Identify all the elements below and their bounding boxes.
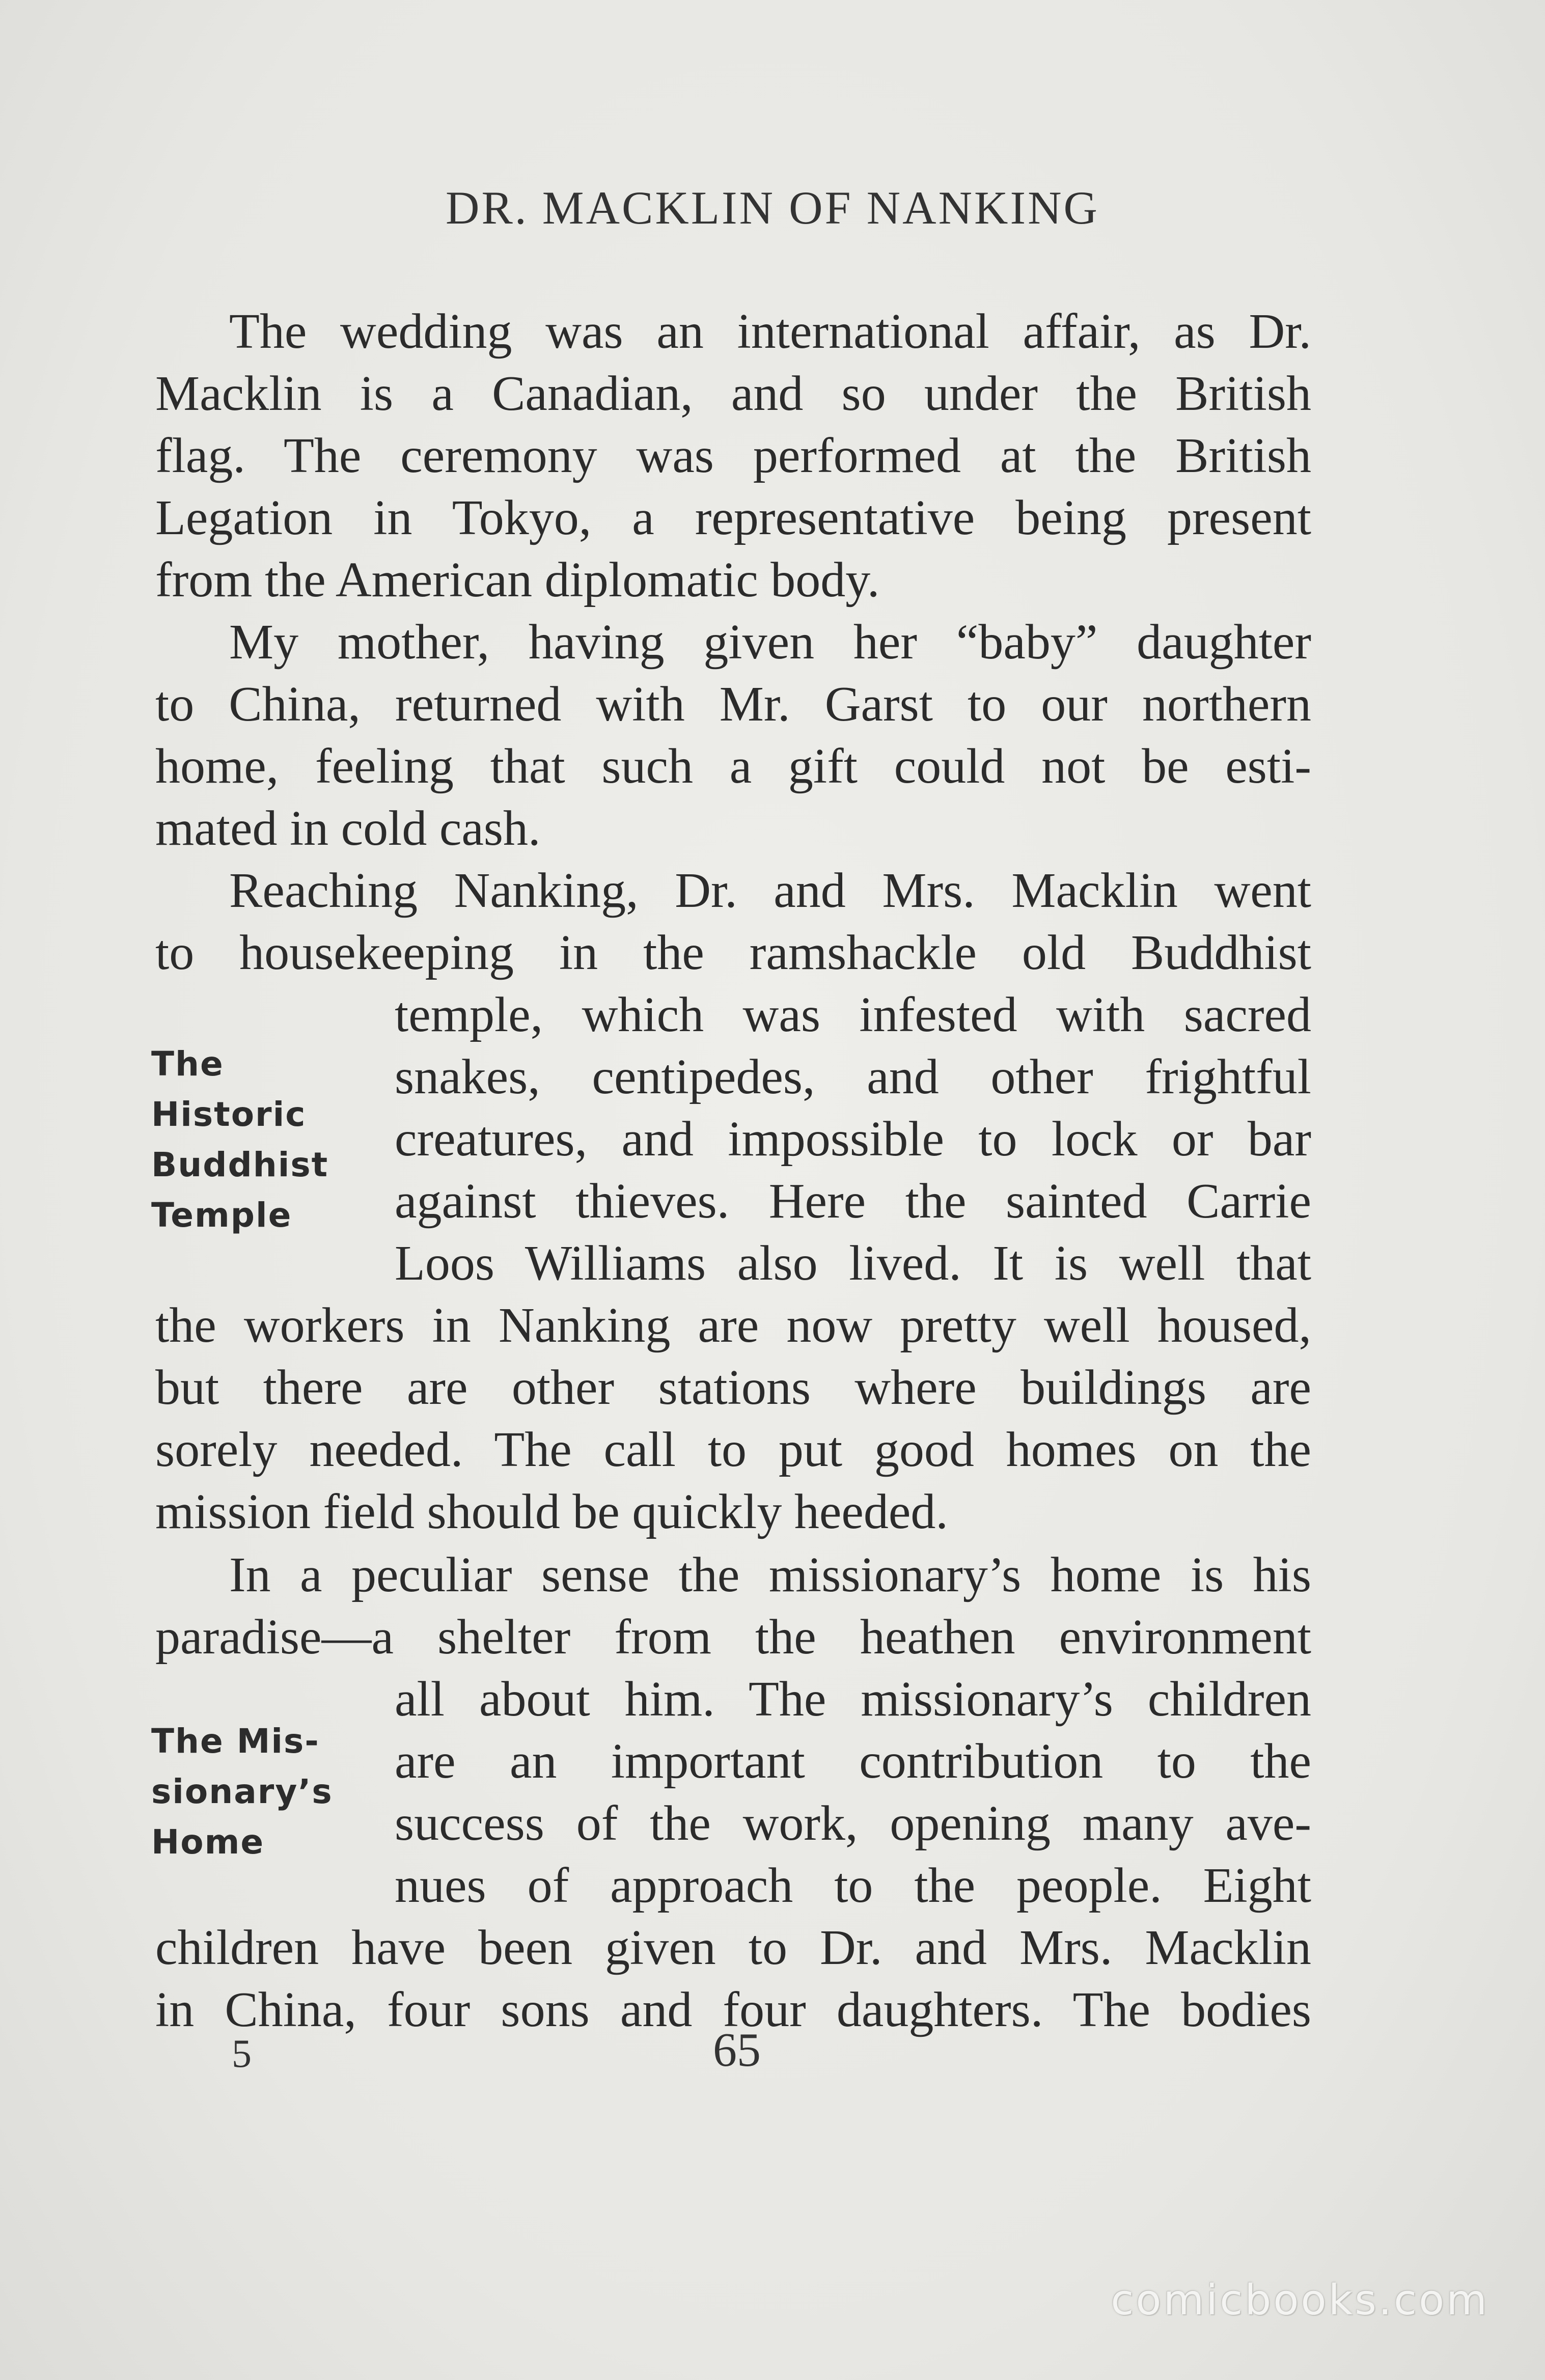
sidenote-line: Buddhist: [151, 1145, 329, 1184]
sidenote-historic-buddhist-temple: [151, 1039, 328, 1240]
text-line: temple, which was infested with sacred: [395, 987, 1311, 1042]
text-line: from the American diplomatic body.: [155, 552, 880, 607]
page-number: 65: [713, 2024, 761, 2077]
text-line: Reaching Nanking, Dr. and Mrs. Macklin went: [229, 863, 1311, 918]
text-line: creatures, and impossible to lock or bar: [395, 1112, 1311, 1167]
text-line: the workers in Nanking are now pretty well housed,: [155, 1298, 1311, 1353]
paragraph-2: [155, 611, 1311, 860]
text-line: but there are other stations where buildings are: [155, 1360, 1311, 1415]
text-line: In a peculiar sense the missionary’s home is his: [229, 1547, 1311, 1602]
running-header: DR. MACKLIN OF NANKING: [446, 182, 1099, 234]
paragraph-1: [155, 300, 1311, 611]
text-line: children have been given to Dr. and Mrs. Macklin: [155, 1920, 1311, 1975]
sidenote-line: Temple: [151, 1196, 292, 1235]
text-line: Macklin is a Canadian, and so under the British: [155, 366, 1311, 421]
text-line: Loos Williams also lived. It is well that: [395, 1236, 1311, 1291]
sidenote-line: The: [151, 1044, 224, 1084]
text-line: success of the work, opening many ave-: [395, 1796, 1311, 1851]
text-line: Legation in Tokyo, a representative being present: [155, 490, 1311, 545]
text-line: are an important contribution to the: [395, 1734, 1311, 1789]
text-line: in China, four sons and four daughters. The bodies: [155, 1982, 1311, 2037]
text-line: all about him. The missionary’s children: [395, 1672, 1311, 1727]
text-line: nues of approach to the people. Eight: [395, 1858, 1311, 1913]
text-line: against thieves. Here the sainted Carrie: [395, 1174, 1311, 1229]
text-line: to China, returned with Mr. Garst to our northern: [155, 677, 1311, 732]
sidenote-line: The Mis-: [151, 1722, 320, 1761]
sidenote-line: Home: [151, 1822, 265, 1862]
text-line: home, feeling that such a gift could not be esti-: [155, 739, 1311, 794]
signature-mark: 5: [232, 2031, 252, 2075]
paragraph-3: [155, 860, 1311, 1543]
sidenote-line: Historic: [151, 1095, 307, 1134]
text-line: mission field should be quickly heeded.: [155, 1484, 948, 1539]
text-line: sorely needed. The call to put good homes on the: [155, 1422, 1311, 1477]
text-line: paradise—a shelter from the heathen environment: [155, 1610, 1311, 1665]
text-line: The wedding was an international affair, as Dr.: [229, 304, 1311, 359]
sidenote-missionarys-home: [151, 1716, 333, 1867]
watermark: comicbooks.com: [1111, 2276, 1489, 2324]
text-line: My mother, having given her “baby” daughter: [229, 615, 1311, 670]
text-line: mated in cold cash.: [155, 801, 541, 856]
text-line: flag. The ceremony was performed at the British: [155, 428, 1311, 483]
text-line: to housekeeping in the ramshackle old Buddhist: [155, 925, 1311, 980]
text-line: snakes, centipedes, and other frightful: [395, 1049, 1311, 1104]
sidenote-line: sionary’s: [151, 1772, 333, 1811]
